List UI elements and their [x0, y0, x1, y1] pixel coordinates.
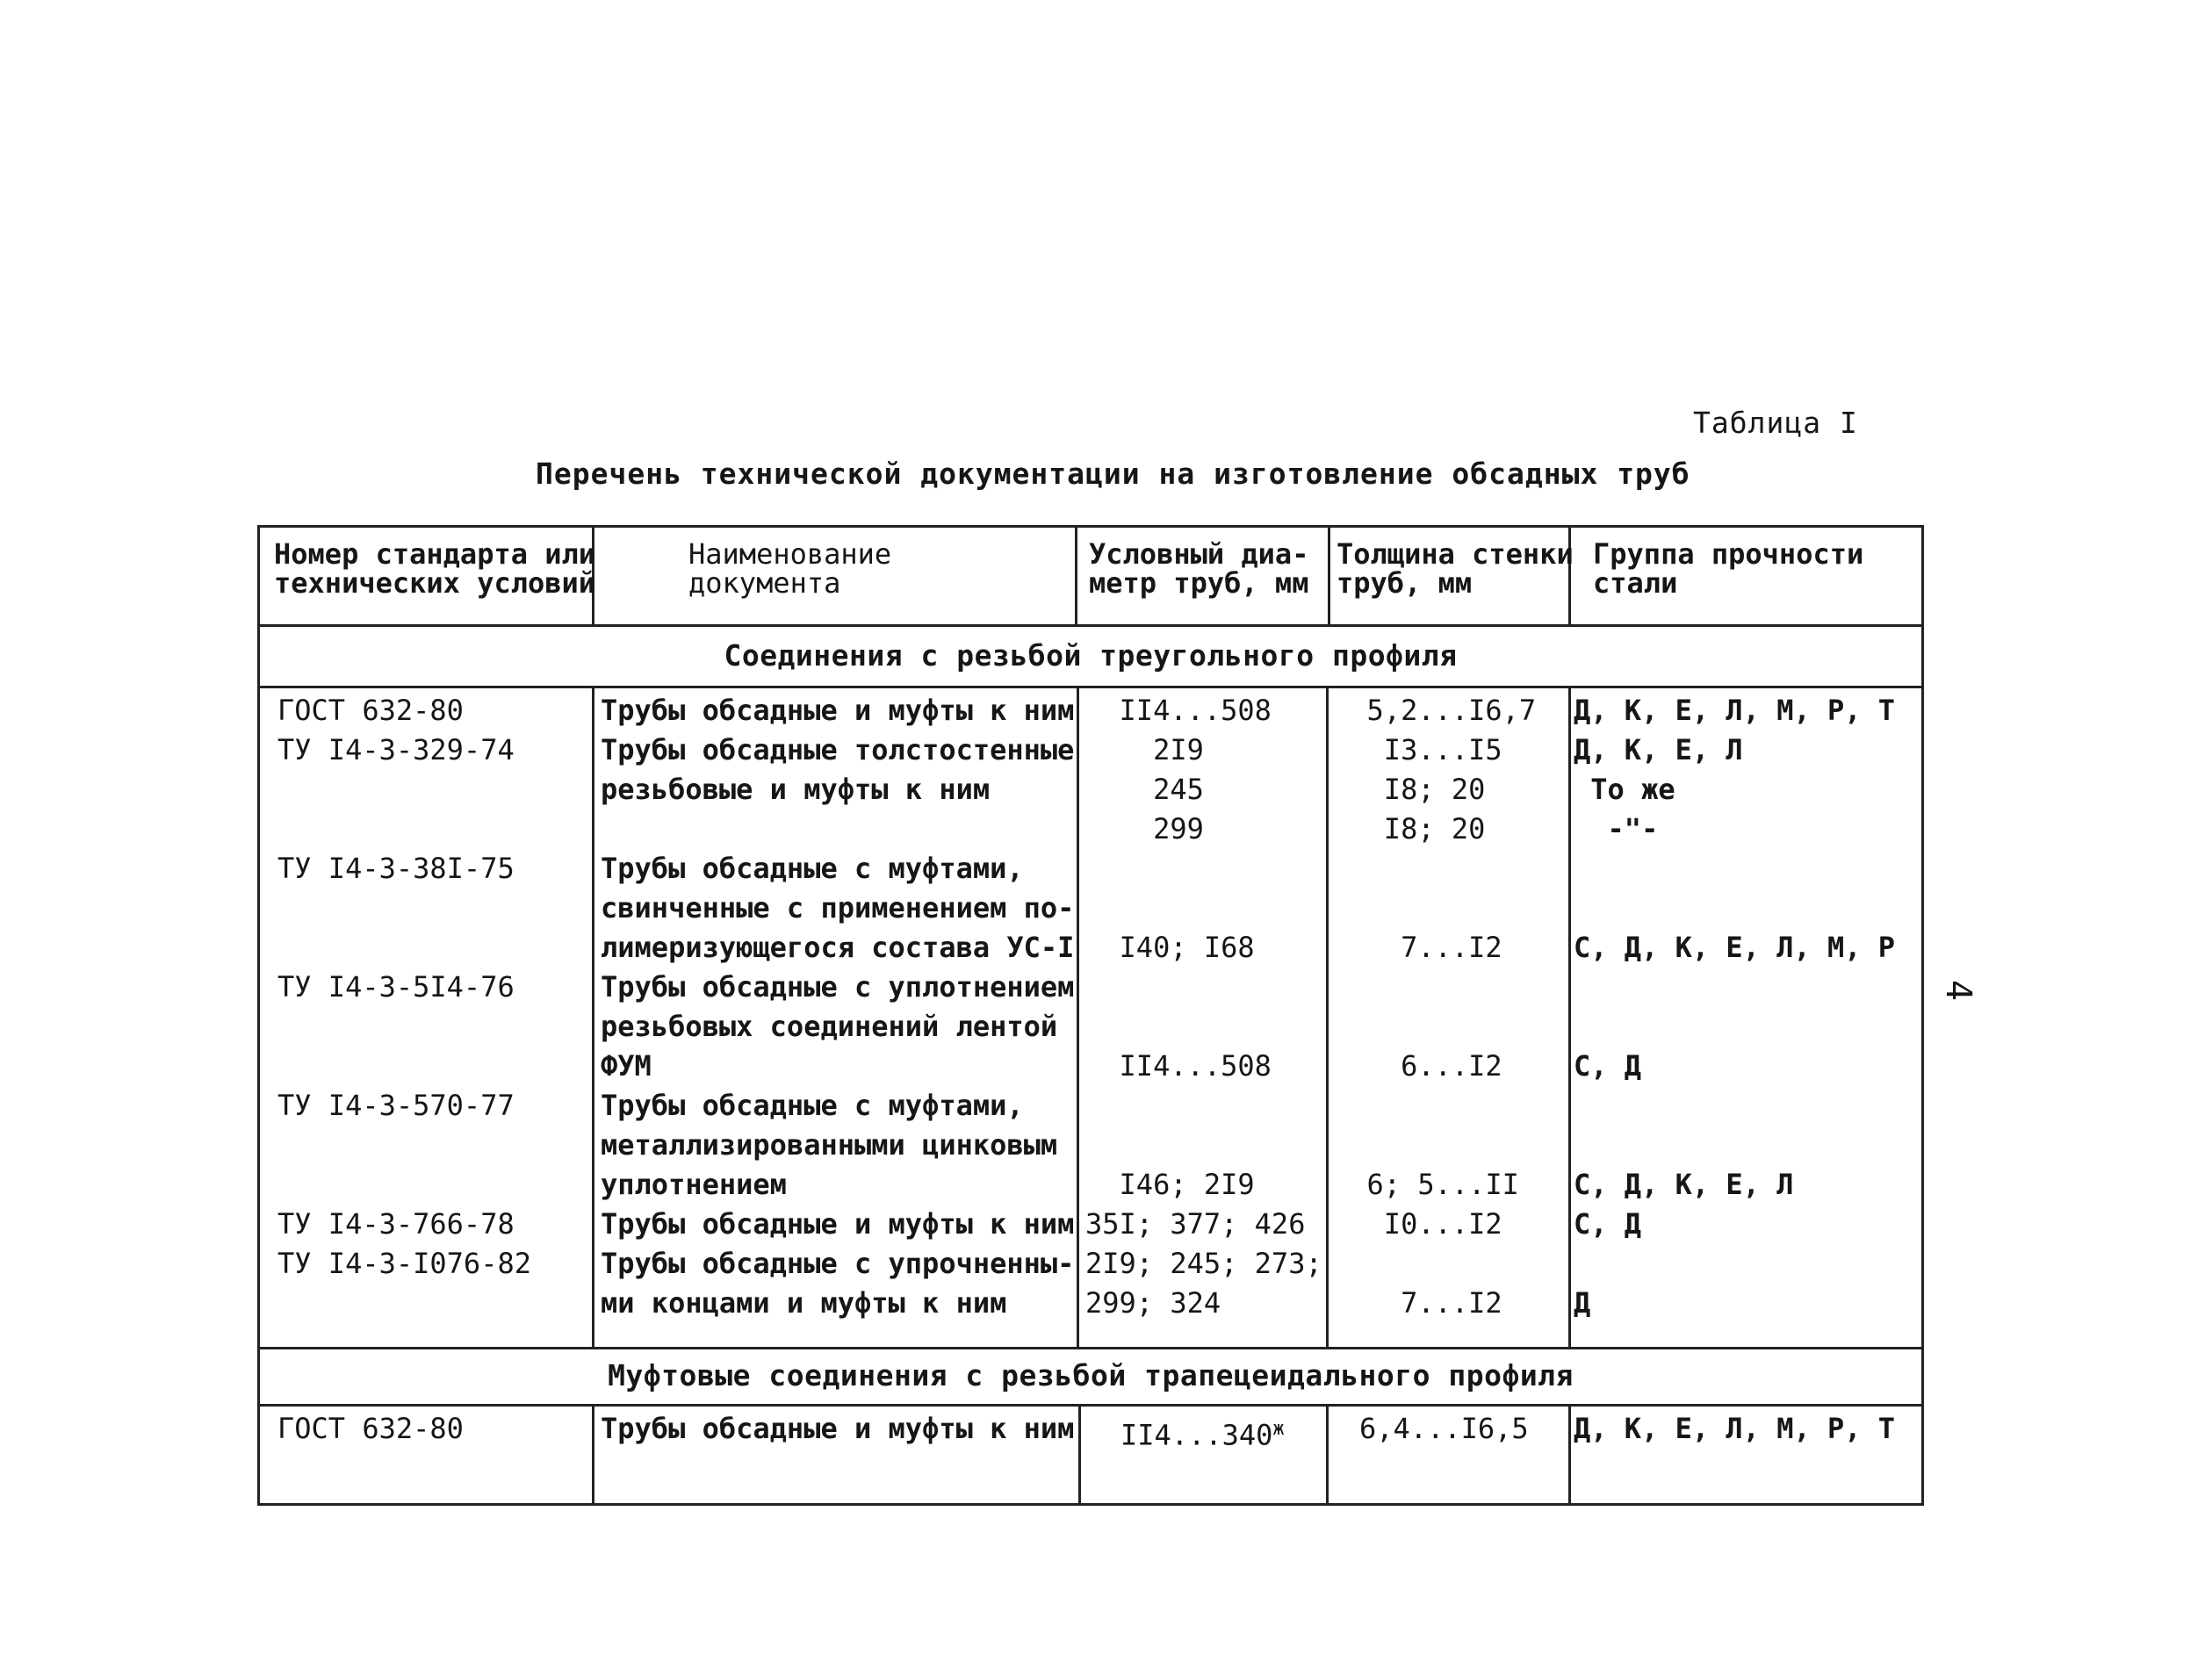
header-steel-strength-group: Группа прочности стали: [1593, 537, 1864, 600]
col-divider: [1078, 1404, 1081, 1506]
section-triangular-thread: Соединения с резьбой треугольного профиля: [724, 638, 1458, 673]
col-divider: [592, 686, 594, 1347]
table-label: Таблица I: [1693, 406, 1858, 440]
section-trapezoidal-thread: Муфтовые соединения с резьбой трапецеидального профиля: [608, 1358, 1574, 1392]
col-divider: [1326, 686, 1329, 1347]
strength-group-column: Д, К, Е, Л, М, Р, Т Д, К, Е, Л То же -"- С, Д, К, Е, Л, М, Р С, Д С, Д, К, Е, Л С, Д Д: [1574, 694, 1896, 1320]
header-standard-number: Номер стандарта или технических условий: [274, 537, 596, 600]
header-document-name: Наименование документа: [688, 537, 892, 600]
pipe-diameter-cell: [1120, 1409, 1285, 1456]
page-title: Перечень технической документации на изготовление обсадных труб: [536, 457, 1690, 491]
section2-top-divider: [260, 1347, 1921, 1349]
document-name-cell: Трубы обсадные и муфты к ним: [601, 1412, 1075, 1445]
documentation-table: [257, 525, 1924, 1506]
col-divider: [1075, 528, 1077, 624]
wall-thickness-cell: 6,4...I6,5: [1359, 1412, 1529, 1445]
col-divider: [1568, 1404, 1571, 1506]
header-pipe-diameter: Условный диа- метр труб, мм: [1089, 537, 1309, 600]
col-divider: [592, 1404, 594, 1506]
header-wall-thickness: Толщина стенки труб, мм: [1337, 537, 1574, 600]
col-divider: [1328, 528, 1330, 624]
wall-thickness-column: 5,2...I6,7 I3...I5 I8; 20 I8; 20 7...I2 6...I2 6; 5...II I0...I2 7...I2: [1366, 694, 1537, 1320]
pipe-diameter-column: II4...508 2I9 245 299 I40; I68 II4...508 I46; 2I9 35I; 377; 426 2I9; 245; 273; 299; 324: [1085, 694, 1322, 1320]
section1-divider: [260, 686, 1921, 688]
col-divider: [1326, 1404, 1329, 1506]
page-number: 4: [1938, 979, 1979, 1002]
pipe-diameter-value: II4...340: [1120, 1418, 1273, 1452]
section2-divider: [260, 1404, 1921, 1407]
footnote-mark: ж: [1272, 1418, 1285, 1440]
document-name-column: Трубы обсадные и муфты к ним Трубы обсадные толстостенные резьбовые и муфты к ним Трубы обсадные с муфтами, свинченные с применением по- лимеризующегося состава УС-I Трубы обсадные с уплотнением резьбовых соединений лентой ФУМ Трубы обсадные с муфтами, металлизированными цинковым уплотнением Трубы обсадные и муфты к ним Трубы обсадные с упрочненны- ми концами и муфты к ним: [601, 694, 1075, 1320]
col-divider: [1568, 686, 1571, 1347]
strength-group-cell: Д, К, Е, Л, М, Р, Т: [1574, 1412, 1896, 1445]
header-divider: [260, 624, 1921, 627]
standard-number-column: ГОСТ 632-80 ТУ I4-3-329-74 ТУ I4-3-38I-75 ТУ I4-3-5I4-76 ТУ I4-3-570-77 ТУ I4-3-766-78 ТУ I4-3-I076-82: [277, 694, 531, 1280]
col-divider: [1077, 686, 1079, 1347]
standard-number-cell: ГОСТ 632-80: [277, 1412, 464, 1445]
